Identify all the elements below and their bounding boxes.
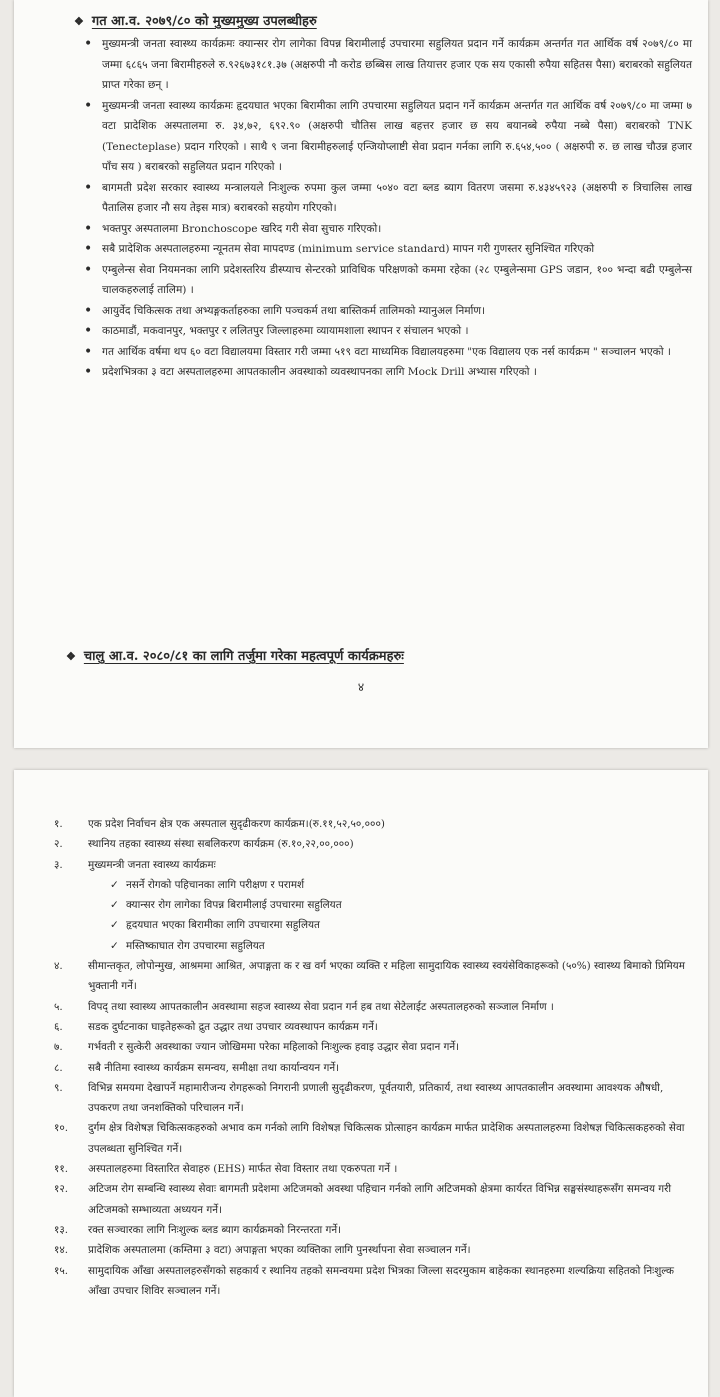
programs-list (54, 814, 690, 1301)
page-number: ४ (357, 680, 365, 694)
diamond-bullet-icon: ❖ (66, 650, 76, 663)
program-item (54, 956, 690, 997)
sub-list-item: ✓ मस्तिष्काघात रोग उपचारमा सहुलियत (110, 936, 690, 956)
program-text: सामुदायिक आँखा अस्पतालहरुसँगको सहकार्य र स्थानिय तहको समन्वयमा प्रदेश भित्रका जिल्ला सदरमुकाम बाहेकका स्थानहरुमा शल्यक्रिया सहितको निःशुल्क आँखा उपचार शिविर सञ्चालन गर्ने। (88, 1264, 674, 1297)
program-number: २. (54, 838, 63, 851)
program-text: सीमान्तकृत, लोपोन्मुख, आश्रममा आश्रित, अपाङ्गता क र ख वर्ग भएका व्यक्ति र महिला सामुदायिक स्वास्थ्य स्वयंसेविकाहरूको (५०%) स्वास्थ्य बिमाको प्रिमियम भुक्तानी गर्ने। (88, 960, 685, 993)
program-text: विपद् तथा स्वास्थ्य आपतकालीन अवस्थामा सहज स्वास्थ्य सेवा प्रदान गर्न हब तथा सेटेलाईट अस्पतालहरुको सञ्जाल निर्माण । (88, 1000, 554, 1013)
program-text: रक्त सञ्चारका लागि निःशुल्क ब्लड ब्याग कार्यक्रमको निरन्तरता गर्ने। (88, 1223, 342, 1236)
program-number: ७. (54, 1041, 63, 1054)
achievement-item: • काठमाडौं, मकवानपुर, भक्तपुर र ललितपुर जिल्लाहरुमा व्यायामशाला स्थापन र संचालन भएको । (102, 321, 692, 342)
program-text: सबै नीतिमा स्वास्थ्य कार्यक्रम समन्वय, समीक्षा तथा कार्यान्वयन गर्ने। (88, 1061, 340, 1074)
program-number: १५. (54, 1264, 69, 1277)
section-heading-programs: ❖ चालु आ.व. २०८०/८१ का लागि तर्जुमा गरेका महत्वपूर्ण कार्यक्रमहरुः (66, 649, 404, 664)
program-text: प्रादेशिक अस्पतालमा (कम्तिमा ३ वटा) अपाङ्गता भएका व्यक्तिका लागि पुनर्स्थापना सेवा सञ्चालन गर्ने। (88, 1244, 471, 1257)
program-text: विभिन्न समयमा देखापर्ने महामारीजन्य रोगहरूको निगरानी प्रणाली सुदृढीकरण, पूर्वतयारी, प्रतिकार्य, तथा स्वास्थ्य आपतकालीन अवस्थामा आवश्यक औषधी, उपकरण तथा जनशक्तिको परिचालन गर्ने। (88, 1081, 664, 1115)
program-item (54, 1261, 690, 1302)
program-text: एक प्रदेश निर्वाचन क्षेत्र एक अस्पताल सुदृढीकरण कार्यक्रम।(रु.११,५२,५०,०००) (88, 818, 385, 830)
program-item (54, 1118, 690, 1159)
program-item (54, 1220, 690, 1240)
program-number: १३. (54, 1223, 69, 1236)
sub-list-item: ✓ क्यान्सर रोग लागेका विपन्न बिरामीलाई उपचारमा सहुलियत (110, 895, 690, 915)
document-page-1 (14, 0, 708, 748)
program-item (54, 834, 690, 854)
program-item (54, 1037, 690, 1057)
achievement-item: • बागमती प्रदेश सरकार स्वास्थ्य मन्त्रालयले निःशुल्क रुपमा कुल जम्मा ५०४० वटा ब्लड ब्याग वितरण जसमा रु.४३४५९२३ (अक्षरुपी रु त्रिचालिस लाख पैतालिस हजार नौ सय तेइस मात्र) बराबरको सहयोग गरिएको। (102, 178, 692, 219)
program-text: मुख्यमन्त्री जनता स्वास्थ्य कार्यक्रमः (88, 858, 216, 871)
achievement-item: • भक्तपुर अस्पतालमा Bronchoscope खरिद गरी सेवा सुचारु गरिएको। (102, 219, 692, 240)
program-item (54, 814, 690, 834)
program-number: ११. (54, 1163, 69, 1176)
achievement-item: • मुख्यमन्त्री जनता स्वास्थ्य कार्यक्रमः हृदयघात भएका बिरामीका लागि उपचारमा सहुलियत प्रदान गर्ने कार्यक्रम अन्तर्गत गत आर्थिक वर्ष २०७९/८० मा जम्मा ७ वटा प्रादेशिक अस्पतालमा रु. ३४,७२, ६९२.९० (अक्षरुपी चौतिस लाख बहत्तर हजार छ सय बयानब्बे रुपैया नब्बे पैसा) बराबरको TNK (Tenecteplase) प्रदान गरिएको । साथै ९ जना बिरामीहरुलाई एन्जियोप्लाष्टी सेवा प्रदान गर्नका लागि रु.६५४,५०० ( अक्षरुपी रु. छ लाख चौउन्न हजार पाँच सय ) बराबरको सहुलियत प्रदान गरिएको । (102, 96, 692, 178)
program-text: सडक दुर्घटनाका घाइतेहरूको द्रुत उद्धार तथा उपचार व्यवस्थापन कार्यक्रम गर्ने। (88, 1020, 378, 1033)
program-number: ८. (54, 1061, 63, 1074)
program-number: ५. (54, 1000, 63, 1013)
program-text: स्थानिय तहका स्वास्थ्य संस्था सबलिकरण कार्यक्रम (रु.१०,२२,००,०००) (88, 838, 354, 851)
achievement-item: • आयुर्वेद चिकित्सक तथा अभ्यङ्गकर्ताहरुका लागि पञ्चकर्म तथा बास्तिकर्म तालिमको म्यानुअल निर्माण। (102, 301, 692, 322)
program-number: १२. (54, 1183, 69, 1196)
achievements-list (102, 34, 692, 383)
section-heading-achievements: ❖ गत आ.व. २०७९/८० को मुख्यमुख्य उपलब्धीहरु (74, 14, 317, 29)
document-page-2 (14, 770, 708, 1397)
program-number: १४. (54, 1244, 69, 1257)
program-number: १. (54, 818, 63, 830)
program-item (54, 1179, 690, 1220)
program-item (54, 1017, 690, 1037)
sub-list (88, 875, 690, 956)
program-number: ३. (54, 858, 63, 871)
achievement-item: • प्रदेशभित्रका ३ वटा अस्पतालहरुमा आपतकालीन अवस्थाको व्यवस्थापनका लागि Mock Drill अभ्यास गरिएको । (102, 362, 692, 383)
program-text: दुर्गम क्षेत्र विशेषज्ञ चिकित्सकहरुको अभाव कम गर्नको लागि विशेषज्ञ चिकित्सक प्रोत्साहन कार्यक्रम मार्फत प्रादेशिक अस्पतालहरुमा विशेषज्ञ चिकित्सकहरुको सेवा उपलब्धता सुनिश्चित गर्ने। (88, 1122, 685, 1155)
achievement-item: • सबै प्रादेशिक अस्पतालहरुमा न्यूनतम सेवा मापदण्ड (minimum service standard) मापन गरी गुणस्तर सुनिश्चित गरिएको (102, 239, 692, 260)
program-text: अस्पतालहरुमा विस्तारित सेवाहरु (EHS) मार्फत सेवा विस्तार तथा एकरुपता गर्ने । (88, 1163, 398, 1176)
program-item (54, 1078, 690, 1119)
achievement-item: • एम्बुलेन्स सेवा नियमनका लागि प्रदेशस्तरिय डीस्प्याच सेन्टरको प्राविधिक परिक्षणको कममा रहेका (२८ एम्बुलेन्समा GPS जडान, १०० भन्दा बढी एम्बुलेन्स चालकहरुलाई तालिम) । (102, 260, 692, 301)
sub-list-item: ✓ हृदयघात भएका बिरामीका लागि उपचारमा सहुलियत (110, 915, 690, 935)
achievement-item: • गत आर्थिक वर्षमा थप ६० वटा विद्यालयमा विस्तार गरी जम्मा ५१९ वटा माध्यमिक विद्यालयहरुमा "एक विद्यालय एक नर्स कार्यक्रम " सञ्चालन भएको । (102, 342, 692, 363)
program-item (54, 1240, 690, 1260)
program-number: ९. (54, 1081, 63, 1094)
program-text: अटिजम रोग सम्बन्धि स्वास्थ्य सेवाः बागमती प्रदेशमा अटिजमको अवस्था पहिचान गर्नको लागि अटिजमको क्षेत्रमा कार्यरत विभिन्न सङ्घसंस्थाहरूसँग समन्वय गरी अटिजमको सम्भाव्यता अध्ययन गर्ने। (88, 1183, 672, 1216)
program-number: ६. (54, 1020, 63, 1033)
sub-list-item: ✓ नसर्ने रोगको पहिचानका लागि परीक्षण र परामर्श (110, 875, 690, 895)
program-text: गर्भवती र सुत्केरी अवस्थाका ज्यान जोखिममा परेका महिलाको निःशुल्क हवाइ उद्धार सेवा प्रदान गर्ने। (88, 1041, 460, 1054)
program-number: ४. (54, 960, 63, 973)
diamond-bullet-icon: ❖ (74, 15, 84, 28)
achievement-item: • मुख्यमन्त्री जनता स्वास्थ्य कार्यक्रमः क्यान्सर रोग लागेका विपन्न बिरामीलाई उपचारमा सहुलियत प्रदान गर्ने कार्यक्रम अन्तर्गत गत आर्थिक वर्ष २०७९/८० मा जम्मा ६८६५ जना बिरामीहरुले रु.९२६७३१८१.३७ (अक्षरुपी नौ करोड छब्बिस लाख तियात्तर हजार एक सय एकासी रुपैया सहितस पैसा) बराबरको सहुलियत प्राप्त गरेका छन् । (102, 34, 692, 96)
program-item (54, 1058, 690, 1078)
program-number: १०. (54, 1122, 69, 1135)
program-item (54, 997, 690, 1017)
program-item (54, 855, 690, 956)
program-item (54, 1159, 690, 1179)
